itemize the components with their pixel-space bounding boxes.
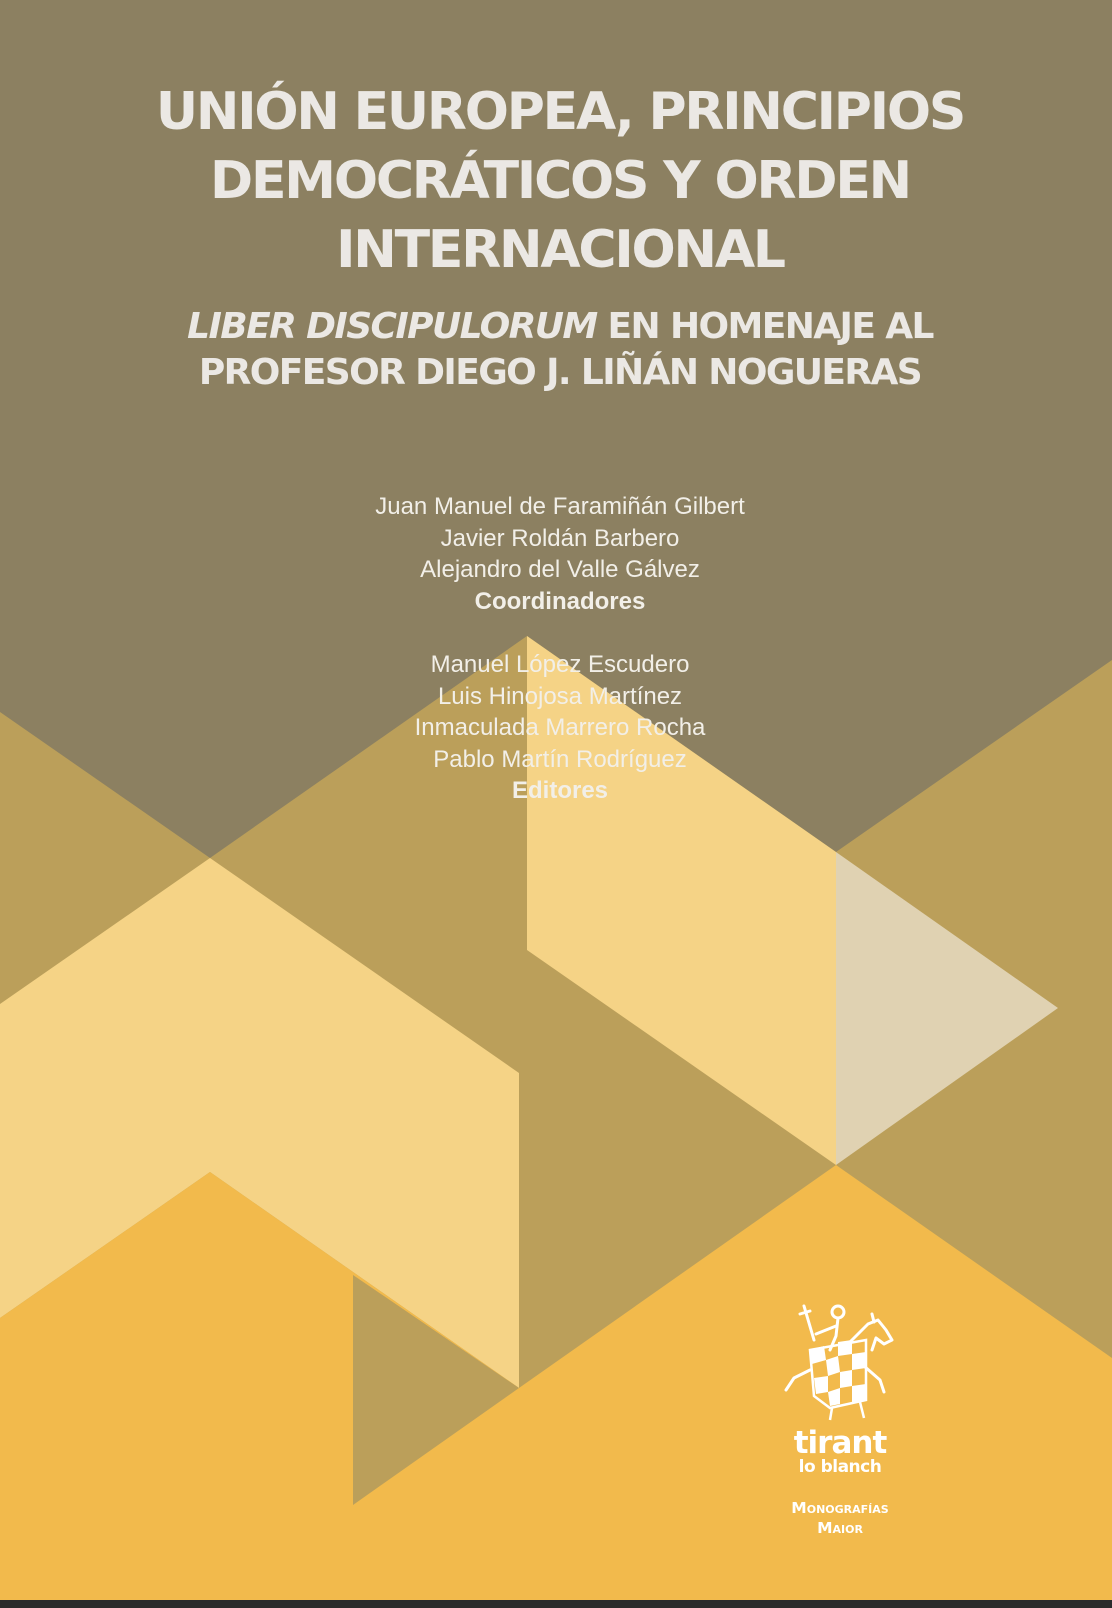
- editor-name: Pablo Martín Rodríguez: [433, 745, 687, 773]
- title-line-2: DEMOCRÁTICOS Y ORDEN: [210, 151, 910, 211]
- coordinators-block: [260, 491, 860, 617]
- publisher-logo: [760, 1300, 920, 1538]
- publisher-name: tirant: [793, 1425, 887, 1461]
- editor-name: Luis Hinojosa Martínez: [437, 682, 683, 710]
- title-line-3: INTERNACIONAL: [336, 220, 784, 280]
- book-subtitle: [60, 304, 1060, 396]
- editor-name: Manuel López Escudero: [430, 651, 690, 678]
- subtitle-line-1-rest: EN HOMENAJE AL: [596, 306, 933, 347]
- coordinator-name: Juan Manuel de Faramiñán Gilbert: [375, 493, 745, 520]
- knight-on-horse-icon: [780, 1300, 900, 1422]
- collection-line-1: Monografías: [791, 1499, 889, 1517]
- editors-label: Editores: [511, 777, 609, 804]
- editor-name: Inmaculada Marrero Rocha: [414, 714, 706, 741]
- coordinators-label: Coordinadores: [474, 587, 646, 615]
- subtitle-italic: LIBER DISCIPULORUM: [187, 306, 597, 347]
- coordinator-name: Alejandro del Valle Gálvez: [420, 556, 700, 583]
- subtitle-line-2: PROFESOR DIEGO J. LIÑÁN NOGUERAS: [198, 352, 922, 393]
- collection-name: [760, 1498, 920, 1538]
- subtitle-line-1: [60, 304, 1060, 350]
- editors-block: [260, 649, 860, 807]
- bottom-border: [0, 1600, 1112, 1608]
- coordinator-name: Javier Roldán Barbero: [440, 524, 680, 552]
- publisher-name-line-2: lo blanch: [798, 1457, 882, 1477]
- collection-line-2: Maior: [817, 1519, 863, 1537]
- book-title: [60, 78, 1060, 285]
- title-line-1: UNIÓN EUROPEA, PRINCIPIOS: [155, 82, 965, 142]
